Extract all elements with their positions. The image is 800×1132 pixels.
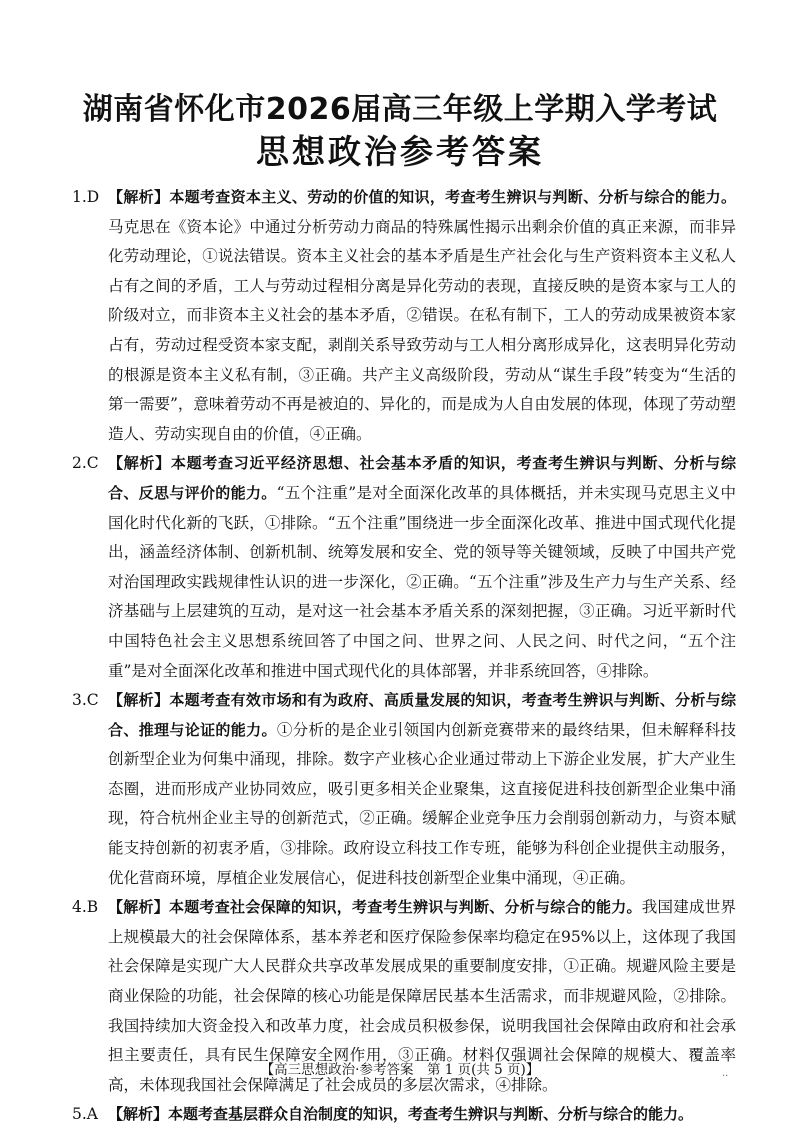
answer-lead: 本题考查资本主义、劳动的价值的知识，考查考生辨识与判断、分析与综合的能力。 [169,188,736,206]
answer-number: 5.A [72,1105,98,1124]
answer-body: 我国建成世界上规模最大的社会保障体系，基本养老和医疗保险参保率均稳定在95%以上，这体现了我国社会保障是实现广大人民群众共享改革发展成果的重要制度安排，①正确。规避风险主要是商业保险的功能，社会保障的核心功能是保障居民基本生活需求，而非规避风险，②排除。我国持续加大资金投入和改革力度，社会成员积极参保，说明我国社会保障由政府和社会承担主要责任，具有民生保障安全网作用，③正确。材料仅强调社会保障的规模大、覆盖率高，未体现我国社会保障满足了社会成员的多层次需求，④排除。 [108,898,736,1094]
answer-item-3 [72,686,736,893]
answer-item-5 [72,1100,736,1130]
analysis-tag: 【解析】 [108,898,169,917]
answer-body: 马克思在《资本论》中通过分析劳动力商品的特殊属性揭示出剩余价值的真正来源，而非异化劳动理论，①说法错误。资本主义社会的基本矛盾是生产社会化与生产资料资本主义私人占有之间的矛盾，工人与劳动过程相分离是异化劳动的表现，直接反映的是资本家与工人的阶级对立，而非资本主义社会的基本矛盾，②错误。在私有制下，工人的劳动成果被资本家占有，劳动过程受资本家支配，剥削关系导致劳动与工人相分离形成异化，这表明异化劳动的根源是资本主义私有制，③正确。共产主义高级阶段，劳动从“谋生手段”转变为“生活的第一需要”，意味着劳动不再是被迫的、异化的，而是成为人自由发展的体现，体现了劳动塑造人、劳动实现自由的价值，④正确。 [108,217,736,443]
answer-item-2 [72,449,736,686]
answer-number: 2.C [72,454,99,473]
analysis-tag: 【解析】 [108,691,170,710]
answer-lead: 本题考查习近平经济思想、社会基本矛盾的知识，考查考生辨识与判断、分析与综合、反思与评价的能力。 [108,454,736,502]
analysis-tag: 【解析】 [108,188,170,206]
corner-mark: .. [722,1068,729,1079]
document-subtitle: 思想政治参考答案 [256,132,544,171]
answer-lead: 本题考查有效市场和有为政府、高质量发展的知识，考查考生辨识与判断、分析与综合、推理与论证的能力。 [108,691,736,739]
page-footer: 【高三思想政治·参考答案 第 1 页(共 5 页)】 [260,1062,540,1078]
analysis-tag: 【解析】 [108,1105,169,1124]
answer-lead: 本题考查基层群众自治制度的知识，考查考生辨识与判断、分析与综合的能力。 [168,1105,694,1124]
answer-item-1 [72,183,736,449]
answer-body: ①分析的是企业引领国内创新竞赛带来的最终结果，但未解释科技创新型企业为何集中涌现，排除。数字产业核心企业通过带动上下游企业发展，扩大产业生态圈，进而形成产业协同效应，吸引更多相关企业聚集，这直接促进科技创新型企业集中涌现，符合杭州企业主导的创新范式，②正确。缓解企业竞争压力会削弱创新动力，与资本赋能支持创新的初衷矛盾，③排除。政府设立科技工作专班，能够为科创企业提供主动服务，优化营商环境，厚植企业发展信心，促进科技创新型企业集中涌现，④正确。 [108,720,736,887]
answer-number: 3.C [72,691,99,710]
answer-body: “五个注重”是对全面深化改革的具体概括，并未实现马克思主义中国化时代化新的飞跃，①排除。“五个注重”围绕进一步全面深化改革、推进中国式现代化提出，涵盖经济体制、创新机制、统筹发展和安全、党的领导等关键领域，反映了中国共产党对治国理政实践规律性认识的进一步深化，②正确。“五个注重”涉及生产力与生产关系、经济基础与上层建筑的互动，是对这一社会基本矛盾关系的深刻把握，③正确。习近平新时代中国特色社会主义思想系统回答了中国之问、世界之问、人民之问、时代之问，“五个注重”是对全面深化改革和推进中国式现代化的具体部署，并非系统回答，④排除。 [108,483,736,680]
document-title: 湖南省怀化市2026届高三年级上学期入学考试 [82,92,718,127]
answer-lead: 本题考查社会保障的知识，考查考生辨识与判断、分析与综合的能力。 [169,898,642,917]
analysis-tag: 【解析】 [108,454,171,473]
answer-list [72,183,736,1130]
answer-number: 4.B [72,898,99,917]
answer-number: 1.D [72,188,100,206]
